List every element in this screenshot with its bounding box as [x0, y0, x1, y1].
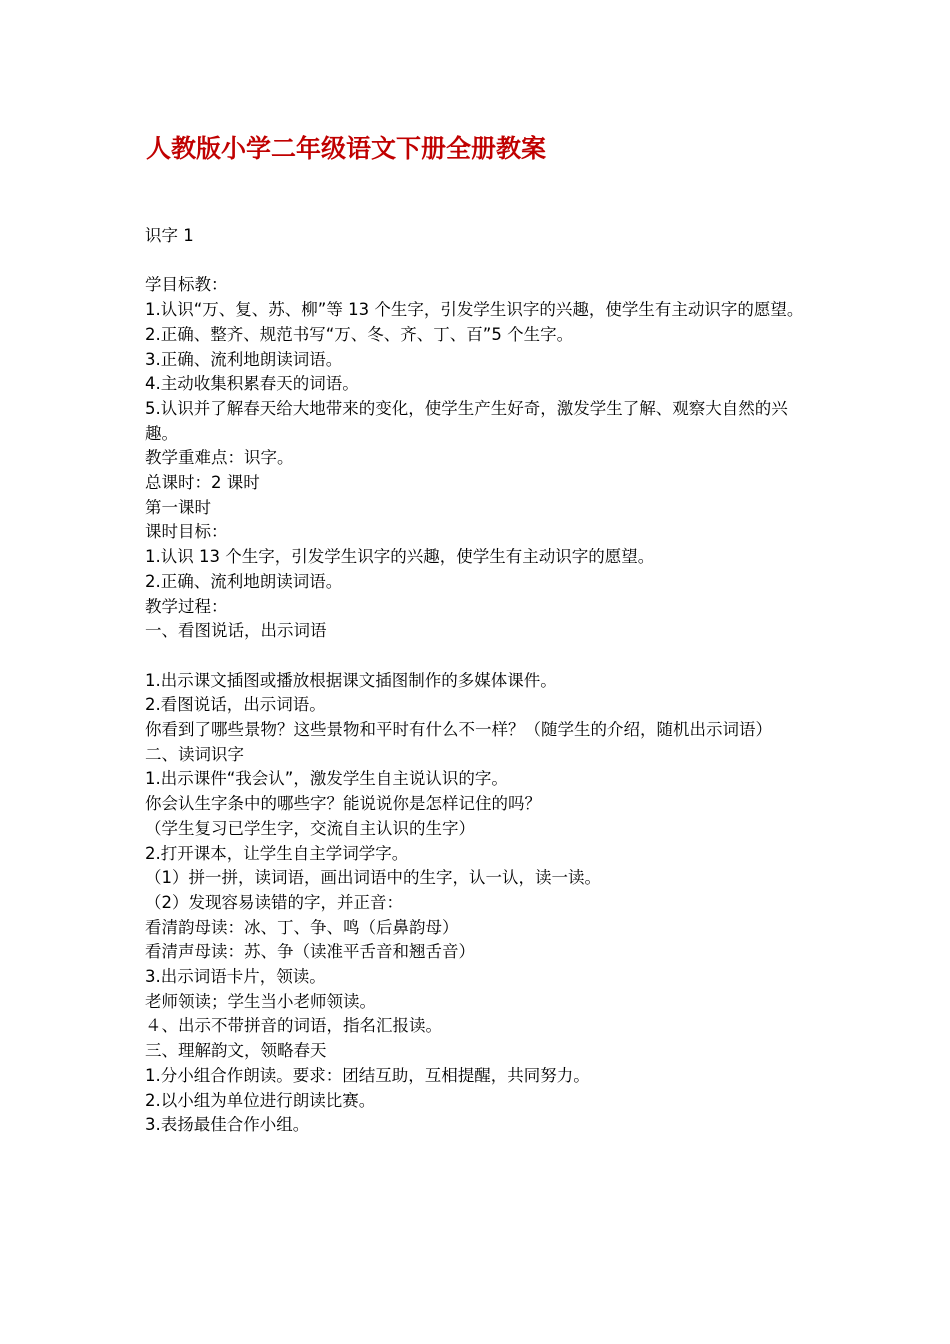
- text-line: 1.认识“万、复、苏、柳”等 13 个生字，引发学生识字的兴趣，使学生有主动识字的愿望。: [145, 300, 804, 320]
- text-line: 课时目标：: [145, 522, 228, 542]
- text-line: 1.认识 13 个生字，引发学生识字的兴趣，使学生有主动识字的愿望。: [145, 547, 655, 567]
- text-line: 1.出示课文插图或播放根据课文插图制作的多媒体课件。: [145, 670, 557, 690]
- text-line: 二、读词识字: [145, 744, 244, 764]
- text-line: 第一课时: [145, 497, 211, 517]
- document-title: 人教版小学二年级语文下册全册教案: [146, 134, 547, 163]
- text-line: （2）发现容易读错的字，并正音：: [145, 892, 403, 912]
- text-line: （1）拼一拼，读词语，画出词语中的生字，认一认，读一读。: [145, 868, 601, 888]
- text-line: 教学过程：: [145, 596, 228, 616]
- text-line: 3.出示词语卡片，领读。: [145, 967, 326, 987]
- text-line: ４、出示不带拼音的词语，指名汇报读。: [145, 1016, 442, 1036]
- text-line: 1.出示课件“我会认”，激发学生自主说认识的字。: [145, 769, 508, 789]
- text-line: 看清韵母读：冰、丁、争、鸣（后鼻韵母）: [145, 917, 459, 937]
- text-line: 2.看图说话，出示词语。: [145, 695, 326, 715]
- text-line: 4.主动收集积累春天的词语。: [145, 374, 359, 394]
- text-line: 2.正确、整齐、规范书写“万、冬、齐、丁、百”5 个生字。: [145, 324, 574, 344]
- blank-line: [145, 644, 810, 669]
- text-line: 总课时：2 课时: [145, 473, 260, 493]
- text-line: 你会认生字条中的哪些字？能说说你是怎样记住的吗？: [145, 794, 541, 814]
- document-body: [145, 224, 810, 1138]
- text-line: 教学重难点：识字。: [145, 448, 294, 468]
- text-line: 一、看图说话，出示词语: [145, 621, 327, 641]
- text-line: 看清声母读：苏、争（读准平舌音和翘舌音）: [145, 942, 475, 962]
- text-line: 三、理解韵文，领略春天: [145, 1041, 327, 1061]
- text-line: 你看到了哪些景物？这些景物和平时有什么不一样？（随学生的介绍，随机出示词语）: [145, 720, 772, 740]
- text-line: 学目标教：: [145, 275, 228, 295]
- text-line: 2.打开课本，让学生自主学词学字。: [145, 843, 409, 863]
- text-line: （学生复习已学生字，交流自主认识的生字）: [145, 818, 475, 838]
- text-line: 2.正确、流利地朗读词语。: [145, 571, 343, 591]
- text-line: 5.认识并了解春天给大地带来的变化，使学生产生好奇，激发学生了解、观察大自然的兴趣。: [145, 398, 788, 443]
- text-line: 3.表扬最佳合作小组。: [145, 1115, 310, 1135]
- text-line: 3.正确、流利地朗读词语。: [145, 349, 343, 369]
- section-heading: 识字 1: [145, 226, 194, 245]
- text-line: 2.以小组为单位进行朗读比赛。: [145, 1090, 376, 1110]
- text-line: 老师领读；学生当小老师领读。: [145, 991, 376, 1011]
- text-line: 1.分小组合作朗读。要求：团结互助，互相提醒，共同努力。: [145, 1065, 590, 1085]
